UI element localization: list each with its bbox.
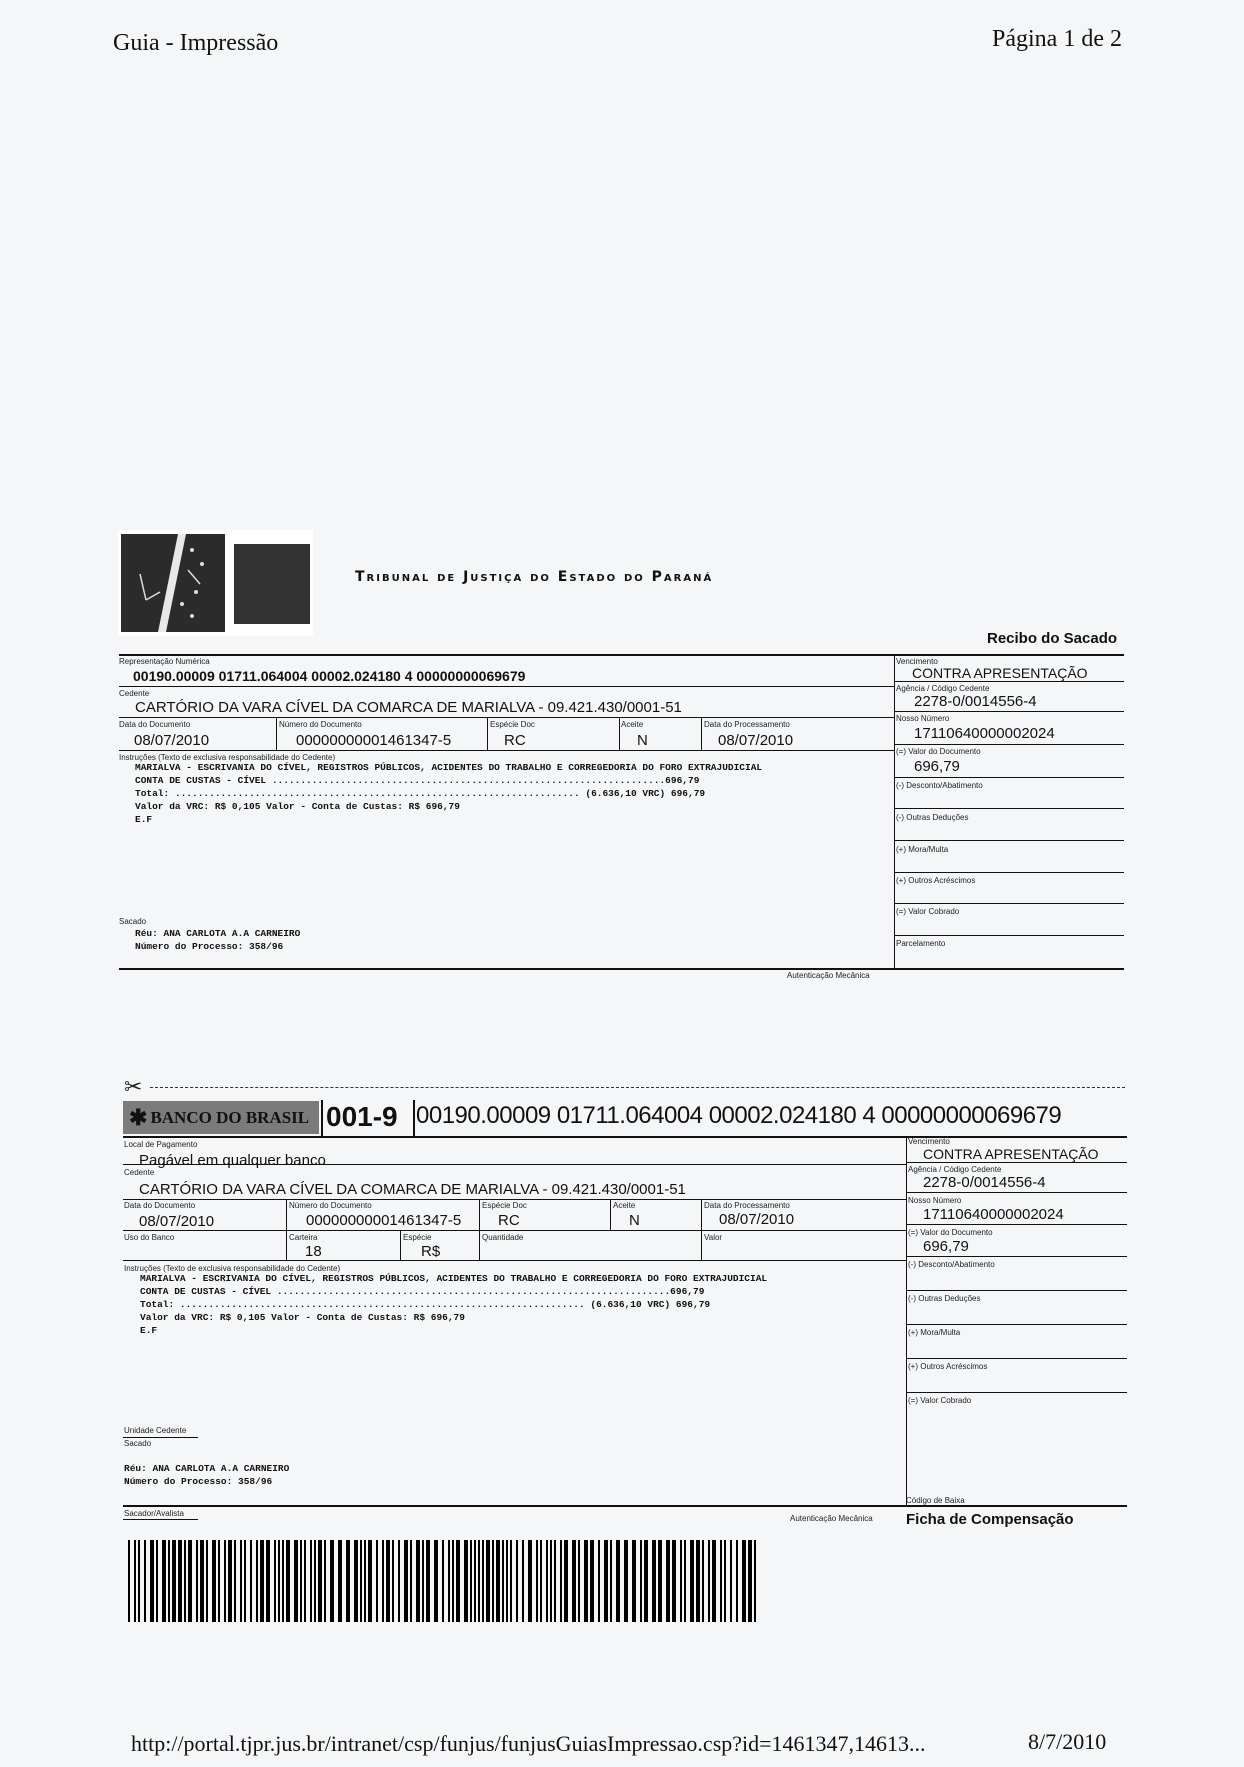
instrucoes-label: Instruções (Texto de exclusiva responsabilidade do Cedente): [124, 1264, 341, 1273]
barcode-bar: [522, 1540, 524, 1622]
barcode-bar: [266, 1540, 270, 1622]
valor-label: Valor: [704, 1233, 723, 1242]
ficha-compensacao-title: Ficha de Compensação: [906, 1511, 1074, 1528]
barcode-bar: [652, 1540, 656, 1622]
barcode-bar: [546, 1540, 548, 1622]
bank-name: BANCO DO BRASIL: [150, 1107, 310, 1127]
local-pagamento-label: Local de Pagamento: [124, 1140, 198, 1149]
sacado-line: Número do Processo: 358/96: [135, 941, 284, 952]
linha-digitavel: 00190.00009 01711.064004 00002.024180 4 00000000069679: [416, 1102, 1062, 1129]
scissors-icon: ✂: [124, 1074, 143, 1099]
barcode-bar: [234, 1540, 236, 1622]
codigo-baixa-label: Código de Baixa: [906, 1496, 965, 1505]
barcode-bar: [144, 1540, 146, 1622]
barcode-bar: [398, 1540, 400, 1622]
footer-date: 8/7/2010: [1028, 1729, 1107, 1754]
local-pagamento-value: Pagável em qualquer banco: [139, 1152, 326, 1169]
barcode-bar: [404, 1540, 408, 1622]
barcode-bar: [410, 1540, 412, 1622]
barcode-bar: [286, 1540, 290, 1622]
barcode-bar: [382, 1540, 384, 1622]
acrescimos-label: (+) Outros Acréscimos: [908, 1362, 988, 1371]
barcode-bar: [554, 1540, 556, 1622]
barcode-bar: [224, 1540, 226, 1622]
barcode-bar: [598, 1540, 600, 1622]
cedente-value: CARTÓRIO DA VARA CÍVEL DA COMARCA DE MARIALVA - 09.421.430/0001-51: [139, 1181, 686, 1198]
sacado-line: Réu: ANA CARLOTA A.A CARNEIRO: [124, 1463, 290, 1474]
barcode-bar: [376, 1540, 378, 1622]
sacado-label: Sacado: [119, 917, 147, 926]
barcode-bar: [448, 1540, 450, 1622]
barcode-bar: [250, 1540, 252, 1622]
barcode-bar: [278, 1540, 280, 1622]
print-header-page: Página 1 de 2: [992, 26, 1122, 52]
vencimento-label: Vencimento: [908, 1137, 950, 1146]
barcode-bar: [506, 1540, 508, 1622]
barcode-bar: [624, 1540, 628, 1622]
barcode-bar: [294, 1540, 298, 1622]
barcode-bar: [274, 1540, 276, 1622]
barcode-bar: [690, 1540, 694, 1622]
instrucoes-text: [135, 761, 762, 826]
tribunal-logo-icon: [118, 530, 313, 636]
barcode-bar: [162, 1540, 166, 1622]
data-proc-value: 08/07/2010: [719, 1211, 795, 1228]
mora-label: (+) Mora/Multa: [896, 845, 949, 854]
barcode-bar: [392, 1540, 394, 1622]
instrucoes-line: CONTA DE CUSTAS - CÍVEL .....................................................................696,79: [140, 1286, 705, 1297]
barcode-bar: [228, 1540, 232, 1622]
barcode-bar: [610, 1540, 612, 1622]
barcode-bar: [178, 1540, 182, 1622]
barcode-bar: [368, 1540, 372, 1622]
cut-line: [150, 1087, 1125, 1088]
parcelamento-label: Parcelamento: [896, 939, 946, 948]
barcode-bar: [640, 1540, 642, 1622]
instrucoes-line: Valor da VRC: R$ 0,105 Valor - Conta de Custas: R$ 696,79: [135, 801, 460, 812]
barcode-bar: [632, 1540, 636, 1622]
barcode-bar: [564, 1540, 568, 1622]
cedente-label: Cedente: [119, 689, 150, 698]
aceite-value: N: [637, 732, 648, 749]
especie-doc-label: Espécie Doc: [490, 720, 535, 729]
instrucoes-line: Total: ....................................................................... (6.636,10 VRC) 696,79: [135, 788, 706, 799]
instrucoes-line: Total: ....................................................................... (6.636,10 VRC) 696,79: [140, 1299, 711, 1310]
valor-cobrado-label: (=) Valor Cobrado: [896, 907, 960, 916]
barcode-bar: [644, 1540, 648, 1622]
valor-doc-label: (=) Valor do Documento: [908, 1228, 993, 1237]
barcode-bar: [696, 1540, 700, 1622]
instrucoes-line: CONTA DE CUSTAS - CÍVEL .....................................................................696,79: [135, 775, 700, 786]
desconto-label: (-) Desconto/Abatimento: [908, 1260, 995, 1269]
aceite-label: Aceite: [621, 720, 644, 729]
barcode-bar: [708, 1540, 710, 1622]
cedente-label: Cedente: [124, 1168, 155, 1177]
footer-url: http://portal.tjpr.jus.br/intranet/csp/funjus/funjusGuiasImpressao.csp?id=1461347,14613...: [131, 1731, 926, 1756]
barcode-bar: [240, 1540, 242, 1622]
nosso-numero-label: Nosso Número: [896, 714, 950, 723]
barcode-bar: [680, 1540, 682, 1622]
especie-value: R$: [421, 1243, 441, 1260]
barcode-bar: [304, 1540, 306, 1622]
barcode-bar: [452, 1540, 454, 1622]
barcode-bar: [244, 1540, 246, 1622]
num-doc-label: Número do Documento: [279, 720, 362, 729]
barcode-bar: [482, 1540, 484, 1622]
instrucoes-line: MARIALVA - ESCRIVANIA DO CÍVEL, REGISTROS PÚBLICOS, ACIDENTES DO TRABALHO E CORREGEDORIA DO FORO EXTRAJUDICIAL: [135, 762, 763, 773]
barcode-bar: [672, 1540, 676, 1622]
barcode-bar: [168, 1540, 170, 1622]
barcode: [128, 1540, 760, 1622]
especie-doc-value: RC: [498, 1212, 520, 1229]
recibo-title: Recibo do Sacado: [987, 630, 1118, 647]
carteira-value: 18: [305, 1243, 322, 1260]
barcode-bar: [528, 1540, 532, 1622]
data-doc-value: 08/07/2010: [134, 732, 210, 749]
barcode-bar: [300, 1540, 302, 1622]
barcode-bar: [702, 1540, 704, 1622]
data-doc-label: Data do Documento: [124, 1201, 196, 1210]
barcode-bar: [360, 1540, 362, 1622]
barcode-bar: [188, 1540, 192, 1622]
barcode-bar: [730, 1540, 732, 1622]
barcode-bar: [256, 1540, 258, 1622]
barcode-bar: [218, 1540, 220, 1622]
barcode-bar: [474, 1540, 476, 1622]
barcode-bar: [134, 1540, 136, 1622]
barcode-bar: [386, 1540, 390, 1622]
agencia-value: 2278-0/0014556-4: [923, 1174, 1046, 1191]
barcode-bar: [212, 1540, 216, 1622]
sacado-label: Sacado: [124, 1439, 152, 1448]
carteira-label: Carteira: [289, 1233, 318, 1242]
bank-code: 001-9: [326, 1101, 398, 1132]
rep-numerica-label: Representação Numérica: [119, 657, 210, 666]
valor-doc-value: 696,79: [923, 1238, 969, 1255]
barcode-bar: [540, 1540, 542, 1622]
acrescimos-label: (+) Outros Acréscimos: [896, 876, 976, 885]
barcode-bar: [616, 1540, 620, 1622]
barcode-bar: [364, 1540, 366, 1622]
barcode-bar: [464, 1540, 468, 1622]
sacado-text: [124, 1462, 289, 1488]
data-doc-label: Data do Documento: [119, 720, 191, 729]
barcode-bar: [346, 1540, 350, 1622]
barcode-bar: [172, 1540, 176, 1622]
valor-doc-value: 696,79: [914, 758, 960, 775]
barcode-bar: [318, 1540, 322, 1622]
barcode-bar: [200, 1540, 204, 1622]
barcode-bar: [196, 1540, 198, 1622]
barcode-bar: [572, 1540, 576, 1622]
barcode-bar: [712, 1540, 716, 1622]
barcode-bar: [502, 1540, 504, 1622]
barcode-bar: [478, 1540, 480, 1622]
vencimento-value: CONTRA APRESENTAÇÃO: [912, 665, 1088, 681]
nosso-numero-value: 17110640000002024: [914, 725, 1055, 742]
barcode-bar: [754, 1540, 756, 1622]
barcode-bar: [560, 1540, 562, 1622]
sacador-avalista-label: Sacador/Avalista: [124, 1509, 184, 1518]
barcode-bar: [604, 1540, 608, 1622]
vencimento-label: Vencimento: [896, 657, 938, 666]
num-doc-value: 00000000001461347-5: [296, 732, 452, 749]
barcode-bar: [338, 1540, 342, 1622]
data-doc-value: 08/07/2010: [139, 1213, 215, 1230]
barcode-bar: [486, 1540, 490, 1622]
rep-numerica-value: 00190.00009 01711.064004 00002.024180 4 00000000069679: [133, 668, 526, 684]
barcode-bar: [492, 1540, 494, 1622]
barcode-bar: [470, 1540, 472, 1622]
barcode-bar: [666, 1540, 670, 1622]
barcode-bar: [456, 1540, 460, 1622]
agencia-value: 2278-0/0014556-4: [914, 693, 1037, 710]
barcode-bar: [496, 1540, 500, 1622]
instrucoes-line: MARIALVA - ESCRIVANIA DO CÍVEL, REGISTROS PÚBLICOS, ACIDENTES DO TRABALHO E CORREGEDORIA DO FORO EXTRAJUDICIAL: [140, 1273, 768, 1284]
mora-label: (+) Mora/Multa: [908, 1328, 961, 1337]
aceite-label: Aceite: [613, 1201, 636, 1210]
barcode-bar: [748, 1540, 752, 1622]
autenticacao-label: Autenticação Mecânica: [787, 971, 870, 980]
unidade-cedente-label: Unidade Cedente: [124, 1426, 187, 1435]
barcode-bar: [536, 1540, 538, 1622]
barcode-bar: [434, 1540, 438, 1622]
barcode-bar: [590, 1540, 594, 1622]
especie-doc-value: RC: [504, 732, 526, 749]
nosso-numero-value: 17110640000002024: [923, 1206, 1064, 1223]
barcode-bar: [516, 1540, 518, 1622]
especie-doc-label: Espécie Doc: [482, 1201, 527, 1210]
sacado-line: Número do Processo: 358/96: [124, 1476, 273, 1487]
barcode-bar: [724, 1540, 726, 1622]
barcode-bar: [510, 1540, 512, 1622]
autenticacao-label: Autenticação Mecânica: [790, 1514, 873, 1523]
instrucoes-text: [140, 1272, 767, 1337]
especie-label: Espécie: [403, 1233, 432, 1242]
barcode-bar: [416, 1540, 420, 1622]
barcode-bar: [354, 1540, 358, 1622]
barcode-bar: [324, 1540, 326, 1622]
instrucoes-line: E.F: [140, 1325, 158, 1336]
barcode-bar: [260, 1540, 264, 1622]
barcode-bar: [684, 1540, 686, 1622]
barcode-bar: [282, 1540, 284, 1622]
data-proc-label: Data do Processamento: [704, 1201, 790, 1210]
agencia-label: Agência / Código Cedente: [896, 684, 990, 693]
sacado-text: [135, 927, 300, 953]
vencimento-value: CONTRA APRESENTAÇÃO: [923, 1146, 1099, 1162]
data-proc-value: 08/07/2010: [718, 732, 794, 749]
barcode-bar: [742, 1540, 746, 1622]
barcode-bar: [156, 1540, 158, 1622]
barcode-bar: [422, 1540, 424, 1622]
barcode-bar: [330, 1540, 334, 1622]
nosso-numero-label: Nosso Número: [908, 1196, 962, 1205]
barcode-bar: [310, 1540, 312, 1622]
barcode-bar: [736, 1540, 738, 1622]
num-doc-label: Número do Documento: [289, 1201, 372, 1210]
num-doc-value: 00000000001461347-5: [306, 1212, 462, 1229]
barcode-bar: [426, 1540, 430, 1622]
barcode-bar: [184, 1540, 186, 1622]
desconto-label: (-) Desconto/Abatimento: [896, 781, 983, 790]
barcode-bar: [578, 1540, 580, 1622]
instrucoes-line: Valor da VRC: R$ 0,105 Valor - Conta de Custas: R$ 696,79: [140, 1312, 465, 1323]
print-header-title: Guia - Impressão: [113, 30, 279, 56]
valor-doc-label: (=) Valor do Documento: [896, 747, 981, 756]
sacado-line: Réu: ANA CARLOTA A.A CARNEIRO: [135, 928, 301, 939]
barcode-bar: [206, 1540, 208, 1622]
barcode-bar: [720, 1540, 722, 1622]
agencia-label: Agência / Código Cedente: [908, 1165, 1002, 1174]
barcode-bar: [658, 1540, 662, 1622]
outras-deducoes-label: (-) Outras Deduções: [896, 813, 969, 822]
outras-deducoes-label: (-) Outras Deduções: [908, 1294, 981, 1303]
instrucoes-label: Instruções (Texto de exclusiva responsabilidade do Cedente): [119, 753, 336, 762]
barcode-bar: [442, 1540, 444, 1622]
bb-logo-icon: ✱ BANCO DO BRASIL: [123, 1101, 319, 1134]
cedente-value: CARTÓRIO DA VARA CÍVEL DA COMARCA DE MARIALVA - 09.421.430/0001-51: [135, 699, 682, 716]
aceite-value: N: [629, 1212, 640, 1229]
barcode-bar: [550, 1540, 552, 1622]
barcode-bar: [128, 1540, 130, 1622]
data-proc-label: Data do Processamento: [704, 720, 790, 729]
quantidade-label: Quantidade: [482, 1233, 524, 1242]
instrucoes-line: E.F: [135, 814, 153, 825]
uso-banco-label: Uso do Banco: [124, 1233, 175, 1242]
barcode-bar: [314, 1540, 316, 1622]
valor-cobrado-label: (=) Valor Cobrado: [908, 1396, 972, 1405]
barcode-bar: [150, 1540, 154, 1622]
tribunal-name: Tribunal de Justiça do Estado do Paraná: [355, 569, 714, 585]
barcode-bar: [584, 1540, 588, 1622]
barcode-bar: [138, 1540, 140, 1622]
